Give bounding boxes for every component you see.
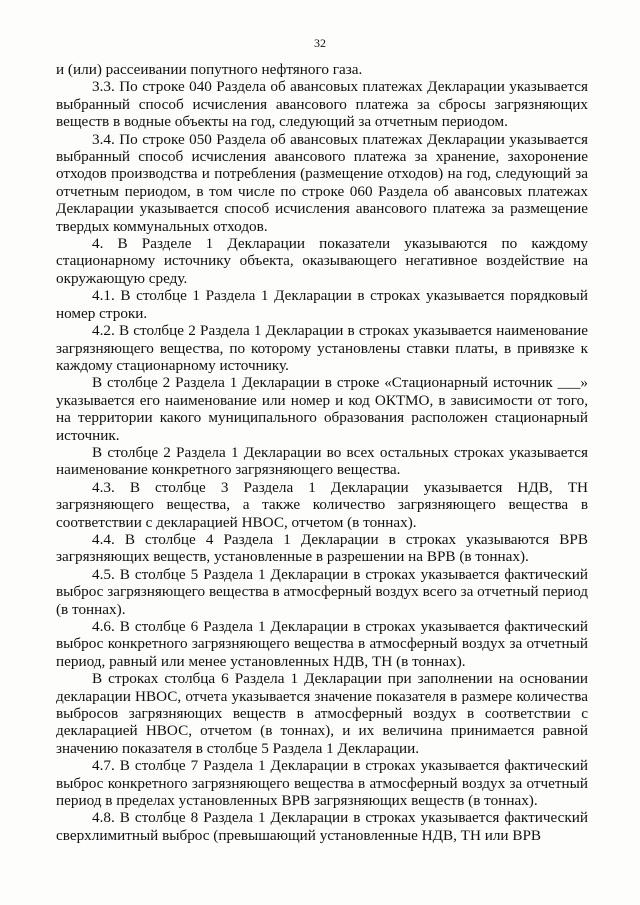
paragraph-4-2-other: В столбце 2 Раздела 1 Декларации во всех остальных строках указывается наименование конкретного загрязняющего вещества. — [56, 443, 588, 479]
paragraph-4-1: 4.1. В столбце 1 Раздела 1 Декларации в строках указывается порядковый номер строки. — [56, 287, 588, 322]
page-number: 32 — [314, 36, 326, 50]
paragraph-4-6-nvos: В строках столбца 6 Раздела 1 Декларации при заполнении на основании декларации НВОС, отчета указывается значение показателя в размере количества выбросов загрязняющих веществ в атмосферный воздух в соответствии с декларацией НВОС, отчетом (в тоннах), и их величина принимается равной значению показателя в столбце 5 Раздела 1 Декларации. — [56, 670, 588, 757]
paragraph-4-6: 4.6. В столбце 6 Раздела 1 Декларации в строках указывается фактический выброс конкретного загрязняющего вещества в атмосферный воздух за отчетный период, равный или менее установленных НДВ, ТН (в тоннах). — [56, 618, 588, 670]
paragraph-4-5: 4.5. В столбце 5 Раздела 1 Декларации в строках указывается фактический выброс загрязняющего вещества в атмосферный воздух всего за отчетный период (в тоннах). — [56, 565, 588, 618]
paragraph-4-8: 4.8. В столбце 8 Раздела 1 Декларации в строках указывается фактический сверхлимитный выброс (превышающий установленные НДВ, ТН или ВРВ — [56, 809, 588, 844]
paragraph-4-2: 4.2. В столбце 2 Раздела 1 Декларации в строках указывается наименование загрязняющего вещества, по которому установлены ставки платы, в привязке к каждому стационарному источнику. — [56, 322, 588, 374]
paragraph-4-4: 4.4. В столбце 4 Раздела 1 Декларации в строках указываются ВРВ загрязняющих веществ, установленные в разрешении на ВРВ (в тоннах). — [56, 530, 588, 566]
paragraph-3-3: 3.3. По строке 040 Раздела об авансовых платежах Декларации указывается выбранный способ исчисления авансового платежа за сбросы загрязняющих веществ в водные объекты на год, следующий за отчетным периодом. — [56, 78, 588, 131]
paragraph-4-7: 4.7. В столбце 7 Раздела 1 Декларации в строках указывается фактический выброс конкретного загрязняющего вещества в атмосферный воздух за отчетный период в пределах установленных ВРВ загрязняющих веществ (в тоннах). — [56, 757, 588, 810]
paragraph-4: 4. В Разделе 1 Декларации показатели указываются по каждому стационарному источнику объекта, оказывающего негативное воздействие на окружающую среду. — [56, 235, 588, 287]
document-body — [56, 61, 588, 844]
paragraph-4-3: 4.3. В столбце 3 Раздела 1 Декларации указывается НДВ, ТН загрязняющего вещества, а также количество загрязняющего вещества в соответствии с декларацией НВОС, отчетом (в тоннах). — [56, 478, 588, 531]
paragraph-3-4: 3.4. По строке 050 Раздела об авансовых платежах Декларации указывается выбранный способ исчисления авансового платежа за хранение, захоронение отходов производства и потребления (размещение отходов) на год, следующий за отчетным периодом, в том числе по строке 060 Раздела об авансовых платежах Декларации указывается способ исчисления авансового платежа за размещение твердых коммунальных отходов. — [56, 130, 588, 235]
paragraph-continuation: и (или) рассеивании попутного нефтяного газа. — [56, 61, 363, 78]
paragraph-4-2-source: В столбце 2 Раздела 1 Декларации в строке «Стационарный источник ___» указывается его наименование или номер и код ОКТМО, в зависимости от того, на территории какого муниципального образования расположен стационарный источник. — [56, 374, 588, 444]
